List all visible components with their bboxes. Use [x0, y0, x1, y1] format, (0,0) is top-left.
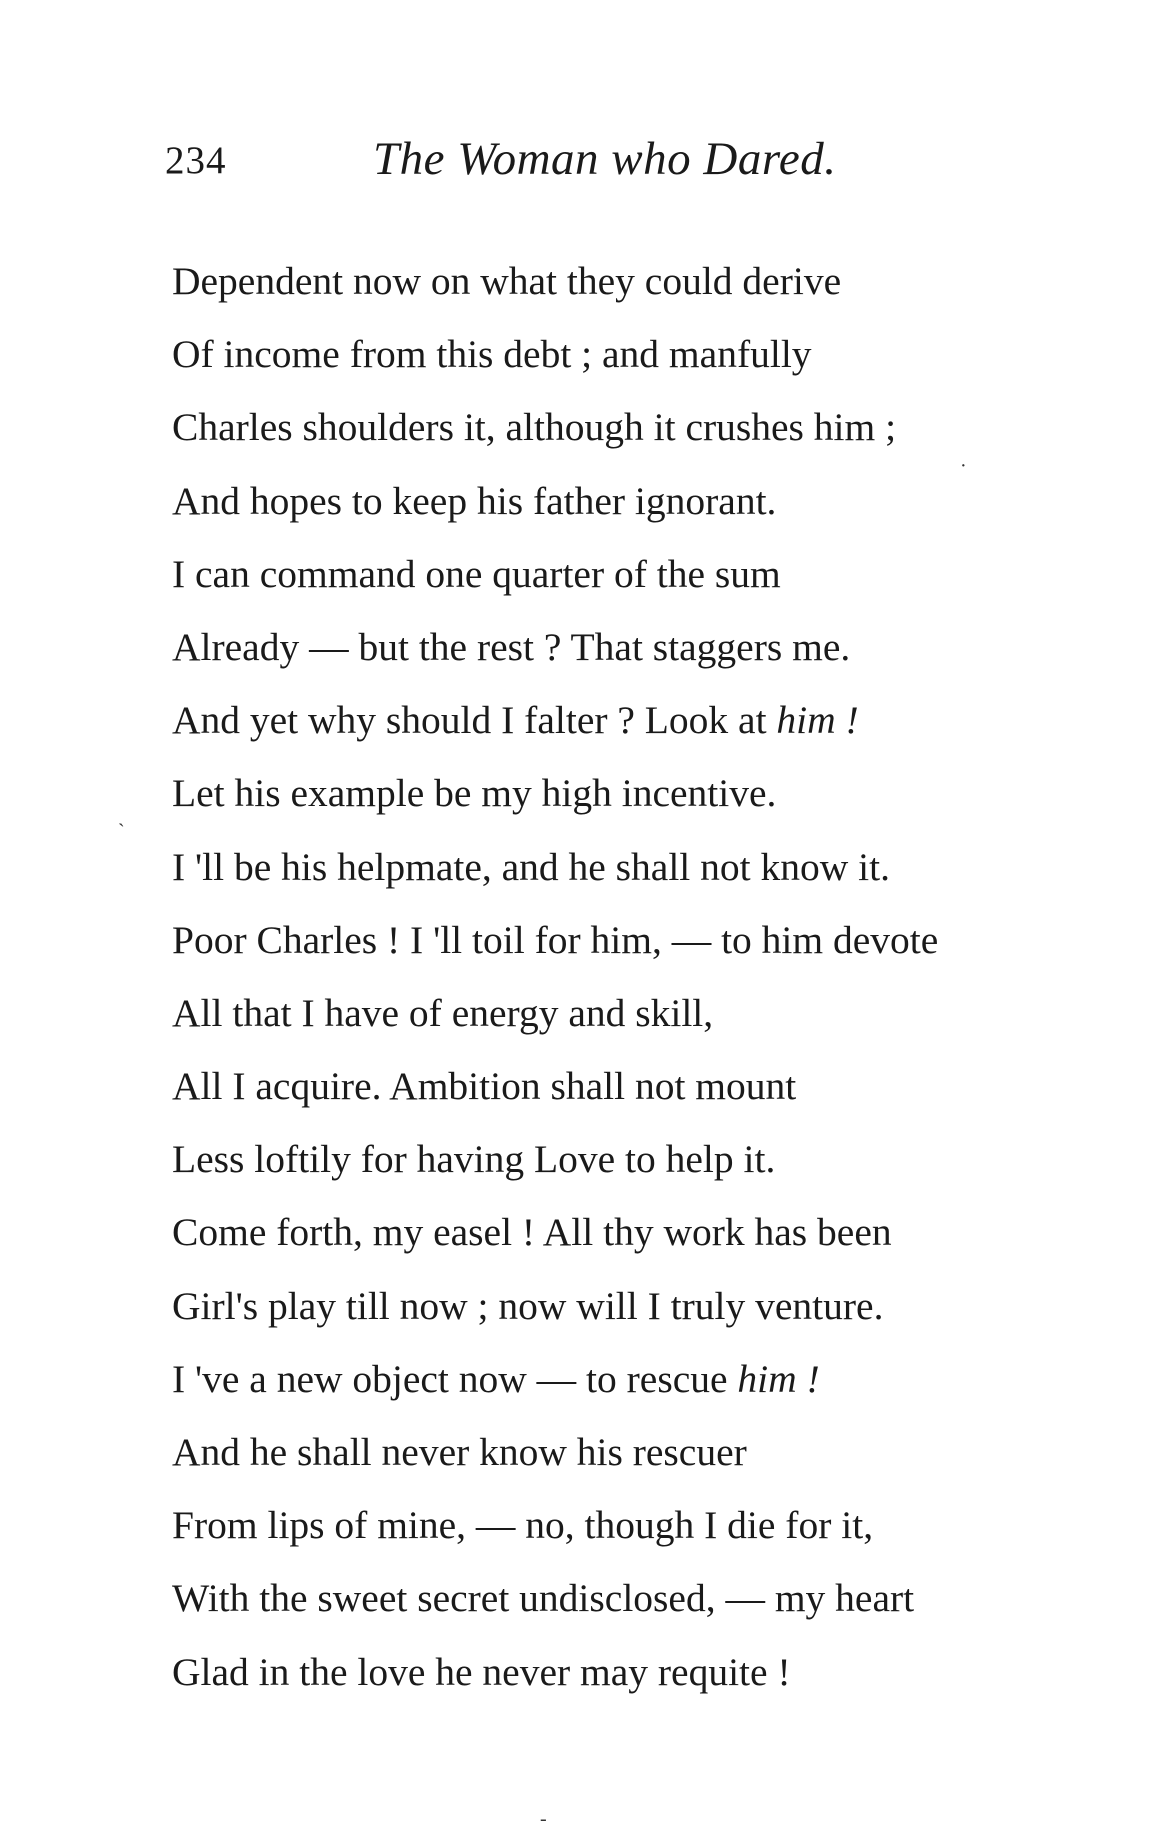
running-header: [165, 133, 1025, 198]
verse-line: I 'll be his helpmate, and he shall not know it.: [172, 844, 890, 889]
page-number: 234: [165, 139, 227, 182]
verse-line: Already — but the rest ? That staggers me.: [172, 624, 851, 669]
verse-line: Poor Charles ! I 'll toil for him, — to him devote: [172, 917, 939, 962]
verse-line: From lips of mine, — no, though I die for it,: [172, 1503, 874, 1548]
verse-line: All I acquire. Ambition shall not mount: [172, 1064, 797, 1109]
verse-block: [172, 245, 1112, 1709]
verse-line: All that I have of energy and skill,: [172, 990, 714, 1035]
ink-speck: ·: [960, 455, 967, 477]
verse-line: Girl's play till now ; now will I truly venture.: [172, 1283, 884, 1328]
verse-line: And hopes to keep his father ignorant.: [172, 478, 777, 523]
ink-speck: -: [540, 1808, 547, 1830]
margin-mark: ˏ: [118, 805, 125, 827]
verse-line: I can command one quarter of the sum: [172, 551, 781, 596]
verse-line: [172, 684, 1112, 757]
verse-line: Of income from this debt ; and manfully: [172, 332, 812, 377]
verse-line: And he shall never know his rescuer: [172, 1430, 747, 1474]
verse-text: I 've a new object now — to rescue: [172, 1356, 738, 1401]
verse-line: Less loftily for having Love to help it.: [172, 1137, 776, 1182]
verse-emphasis: him !: [776, 698, 859, 743]
verse-line: [172, 1343, 1112, 1416]
verse-line: Come forth, my easel ! All thy work has been: [172, 1210, 892, 1255]
verse-line: Let his example be my high incentive.: [172, 771, 777, 816]
verse-text: And yet why should I falter ? Look at: [172, 698, 777, 743]
verse-line: Dependent now on what they could derive: [172, 259, 842, 303]
running-title: The Woman who Dared.: [373, 133, 837, 185]
verse-line: With the sweet secret undisclosed, — my heart: [172, 1576, 915, 1621]
verse-emphasis: him !: [737, 1356, 820, 1401]
verse-line: Charles shoulders it, although it crushes him ;: [172, 405, 897, 450]
verse-line: Glad in the love he never may requite !: [172, 1649, 791, 1694]
